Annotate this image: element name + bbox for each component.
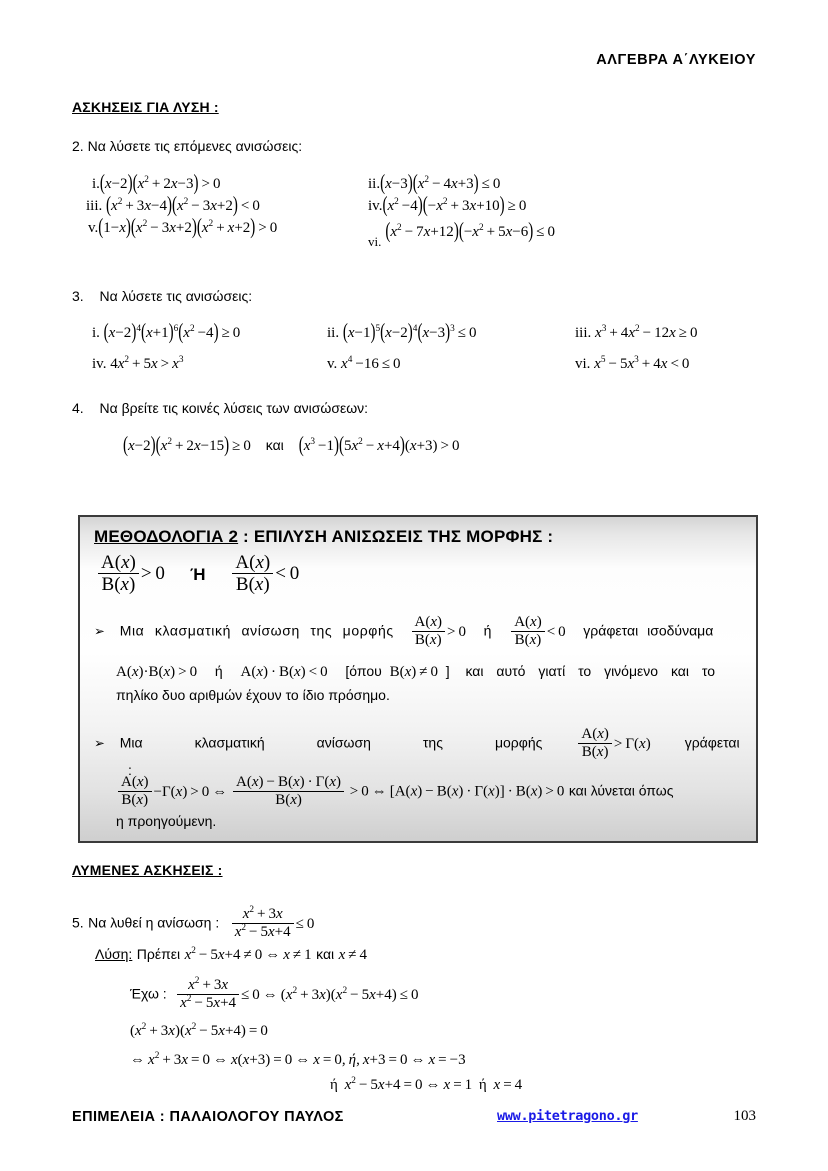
exercise-4-conjunction: και bbox=[265, 437, 284, 453]
solution-line-1-expr-2: x ≠ 4 bbox=[338, 947, 368, 963]
bullet-1-text-a: Μια κλασματική ανίσωση της μορφής bbox=[119, 622, 394, 639]
bullet-1-formula-b: $\frac{A(x)}{B(x)}$ < 0 bbox=[509, 624, 569, 640]
exercise-3-item-iii: iii. $x^3 + 4x^2 - 12x \ge 0$ bbox=[575, 324, 698, 341]
item-label: v. bbox=[88, 220, 99, 236]
exercise-2-item-v: $v.(1-x)(x^2 - 3x+2)(x^2 + x+2) > 0$ bbox=[88, 216, 278, 240]
solution-line-2-expr: $\frac{x^2 + 3x}{x^2 - 5x+4}$ ≤ 0 ⇔ $(x^2 + 3x)(x^2 - 5x+4) \le 0$ bbox=[175, 987, 418, 1003]
bullet-2-w3: ανίσωση bbox=[316, 734, 371, 751]
exercise-5-solution-line-1 bbox=[95, 946, 367, 964]
exercise-4-prompt-text: Να βρείτε τις κοινές λύσεις των ανισώσεων: bbox=[99, 400, 369, 416]
exercise-2-item-iv: $iv.(x^2 -4)(-x^2 + 3x+10) \ge 0$ bbox=[368, 194, 527, 218]
methodology-box bbox=[78, 515, 758, 843]
exercise-4-number: 4. bbox=[72, 400, 84, 416]
solution-line-2-label: Έχω : bbox=[130, 985, 167, 1002]
exercise-3-prompt-text: Να λύσετε τις ανισώσεις: bbox=[99, 288, 253, 304]
footer-website-link[interactable]: www.pitetragono.gr bbox=[497, 1108, 638, 1124]
methodology-title-label: ΜΕΘΟΔΟΛΟΓΙΑ 2 bbox=[94, 527, 239, 546]
exercise-5-expression: $\frac{x^2 + 3x}{x^2 - 5x+4}$ ≤ 0 bbox=[230, 916, 315, 932]
item-label: i. bbox=[92, 176, 100, 192]
chain-part-2: $\frac{A(x) - B(x) \cdot \Gamma(x)}{B(x)}$ bbox=[231, 784, 350, 800]
exercise-2-item-iii: iii. $(x^2 + 3x-4)(x^2 - 3x+2) < 0$ bbox=[86, 194, 260, 218]
headline-or-symbol: Ή bbox=[190, 564, 206, 584]
bullet-2-w5: μορφής bbox=[494, 734, 543, 751]
methodology-headline-formula bbox=[96, 553, 299, 597]
bullet-1-formula-a: $\frac{A(x)}{B(x)}$ > 0 bbox=[410, 624, 470, 640]
exercise-5-solution-line-5: ή $x^2 - 5x+4 = 0$ ⇔ x = 1 ή x = 4 bbox=[330, 1076, 523, 1093]
solution-line-1-expr: $x^2 - 5x+4 \ne 0$ ⇔ x ≠ 1 bbox=[184, 946, 312, 963]
item-label: iii. bbox=[575, 325, 592, 341]
methodology-bullet-1-line2 bbox=[116, 663, 750, 680]
item-label: ii. bbox=[368, 176, 381, 192]
bullet-1-or-a: ή bbox=[483, 622, 492, 639]
bullet-arrow-icon: ➢ bbox=[94, 736, 105, 752]
section-title-exercises: ΑΣΚΗΣΕΙΣ ΓΙΑ ΛΥΣΗ : bbox=[72, 99, 219, 115]
exercise-2-item-ii: $ii.(x-3)(x^2 - 4x+3) \le 0$ bbox=[368, 172, 501, 196]
bullet-1-text-b: γράφεται ισοδύναμα bbox=[583, 622, 714, 639]
bullet-1-bracket: [όπου B(x) ≠ 0 ] bbox=[345, 663, 450, 680]
item-label: vi. bbox=[575, 356, 591, 372]
footer-page-number: 103 bbox=[733, 1108, 756, 1124]
methodology-chain bbox=[116, 775, 673, 810]
bullet-1-text-d: πηλίκο δυο αριθμών έχουν το ίδιο πρόσημο. bbox=[116, 687, 390, 703]
methodology-title bbox=[94, 527, 553, 547]
bullet-2-w4: της bbox=[422, 734, 443, 751]
footer-editor: ΕΠΙΜΕΛΕΙΑ : ΠΑΛΑΙΟΛΟΓΟΥ ΠΑΥΛΟΣ bbox=[72, 1109, 344, 1125]
exercise-3-number: 3. bbox=[72, 288, 84, 304]
bullet-2-colon: : bbox=[128, 761, 132, 778]
exercise-5-solution-line-2 bbox=[130, 978, 418, 1013]
exercise-3-item-vi: vi. $x^5 - 5x^3 + 4x < 0$ bbox=[575, 355, 690, 372]
exercise-5-solution-line-4: ⇔ $x^2 + 3x = 0$ ⇔ x(x+3) = 0 ⇔ x = 0, ή, x+3 = 0 ⇔ x = −3 bbox=[130, 1051, 466, 1068]
headline-fraction-1: $\frac{A(x)}{B(x)}$ > 0 bbox=[96, 563, 170, 584]
exercise-5-number: 5. bbox=[72, 914, 84, 931]
exercise-3-item-v: v. $x^4 -16 \le 0$ bbox=[327, 355, 401, 372]
item-label: ii. bbox=[327, 325, 340, 341]
exercise-4-expr-right: $(x^3 -1)(5x^2 - x+4)(x+3) > 0$ bbox=[298, 434, 460, 458]
bullet-1-formula-d: A(x) · B(x) < 0 bbox=[240, 664, 328, 680]
bullet-arrow-icon: ➢ bbox=[94, 624, 105, 640]
exercise-5-prompt bbox=[72, 907, 314, 942]
methodology-bullet-2 bbox=[94, 727, 748, 778]
chain-part-3: > 0 ⇔ [A(x) − B(x) · Γ(x)] · B(x) > 0 bbox=[349, 783, 565, 800]
chain-part-4: και λύνεται όπως bbox=[568, 782, 674, 799]
exercise-2-prompt bbox=[72, 138, 302, 154]
item-label: v. bbox=[327, 356, 338, 372]
solution-line-1-and: και bbox=[316, 946, 335, 962]
bullet-1-text-c: και αυτό γιατί το γινόμενο και το bbox=[465, 663, 715, 679]
page-header-title: ΑΛΓΕΒΡΑ Α΄ΛΥΚΕΙΟΥ bbox=[596, 52, 756, 68]
exercise-3-item-i: i. $(x-2)^4(x+1)^6(x^2 -4) \ge 0$ bbox=[92, 321, 241, 345]
solution-label: Λύση: bbox=[95, 946, 133, 962]
methodology-title-rest: : ΕΠΙΛΥΣΗ ΑΝΙΣΩΣΕΙΣ ΤΗΣ ΜΟΡΦΗΣ : bbox=[238, 527, 554, 546]
bullet-2-formula-a: $\frac{A(x)}{B(x)}$ > Γ(x) bbox=[576, 736, 650, 752]
exercise-5-solution-line-3: $(x^2 + 3x)(x^2 - 5x+4) = 0$ bbox=[130, 1022, 268, 1039]
methodology-bullet-1 bbox=[94, 615, 748, 650]
exercise-2-item-i: $i.(x-2)(x^2 + 2x-3) > 0$ bbox=[92, 172, 221, 196]
item-label: i. bbox=[92, 325, 100, 341]
chain-part-5: η προηγούμενη. bbox=[116, 813, 217, 829]
bullet-2-w1: Μια bbox=[119, 734, 143, 751]
exercise-4-expr-left: $(x-2)(x^2 + 2x-15) \ge 0$ bbox=[123, 434, 251, 458]
exercise-3-item-ii: ii. $(x-1)^5(x-2)^4(x-3)^3 \le 0$ bbox=[327, 321, 477, 345]
exercise-3-item-iv: iv. $4x^2 + 5x > x^3$ bbox=[92, 355, 184, 372]
item-label: iii. bbox=[86, 198, 103, 214]
exercise-2-number: 2. bbox=[72, 138, 84, 154]
bullet-2-w6: γράφεται bbox=[684, 734, 740, 751]
bullet-1-or-b: ή bbox=[214, 663, 223, 679]
headline-fraction-2: $\frac{A(x)}{B(x)}$ < 0 bbox=[230, 563, 299, 584]
section-title-solved: ΛΥΜΕΝΕΣ ΑΣΚΗΣΕΙΣ : bbox=[72, 862, 223, 878]
chain-part-1: $\frac{A(x)}{B(x)}$ −Γ(x) > 0 ⇔ bbox=[116, 784, 231, 800]
solution-line-1-text: Πρέπει bbox=[136, 946, 181, 962]
item-label: iv. bbox=[92, 356, 107, 372]
exercise-4-prompt bbox=[72, 400, 368, 416]
exercise-2-prompt-text: Να λύσετε τις επόμενες ανισώσεις: bbox=[87, 138, 303, 154]
item-label: vi. bbox=[368, 234, 382, 249]
item-label: iv. bbox=[368, 198, 383, 214]
exercise-2-item-vi: vi. $(x^2 - 7x+12)(-x^2 + 5x-6) \le 0$ bbox=[368, 220, 555, 249]
bullet-2-w2: κλασματική bbox=[194, 734, 265, 751]
exercise-4-expression bbox=[123, 434, 460, 458]
bullet-1-formula-c: A(x)·B(x) > 0 bbox=[116, 664, 198, 680]
exercise-3-prompt bbox=[72, 288, 252, 304]
exercise-5-prompt-text: Να λυθεί η ανίσωση : bbox=[88, 914, 220, 931]
